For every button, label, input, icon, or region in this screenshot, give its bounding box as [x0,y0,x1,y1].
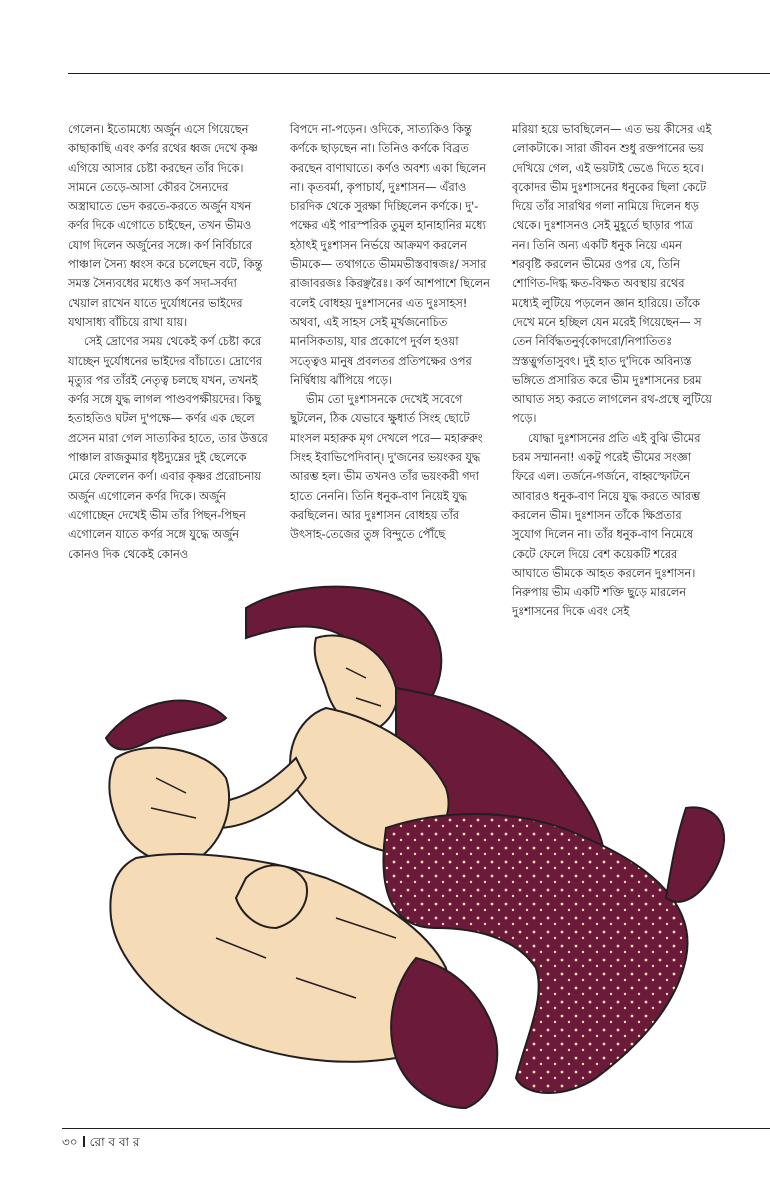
hair-shape [106,701,226,750]
paragraph: মরিয়া হয়ে ভাবছিলেন— এত ভয় কীসের এই লোকটাকে। সারা জীবন শুধু রক্তপানের ভয় দেখিয়ে গেল, এই ভয়টাই ভেঙে দিতে হবে। বৃকোদর ভীম দুঃশাসনের ধনুকের ছিলা কেটে দিয়ে তাঁর সারথির গলা নামিয়ে দিলেন ধড় থেকে। দুঃশাসনও সেই মুহূর্তে ছাড়ার পাত্র নন। তিনি অন্য একটি ধনুক নিয়ে এমন শরবৃষ্টি করলেন ভীমের ওপর যে, তিনি শোণিত-দিগ্ধ ক্ষত-বিক্ষত অবস্থায় রথের মধ্যেই লুটিয়ে পড়লেন জ্ঞান হারিয়ে। তাঁকে দেখে মনে হচ্ছিল যেন মরেই গিয়েছেন— স তেন নির্বিদ্ধতনুর্বৃকোদরো/নিপাতিতঃ স্রস্তত্নুর্গতাসুবৎ। দুই হাত দু'দিকে অবিন্যস্ত ভঙ্গিতে প্রসারিত করে ভীম দুঃশাসনের চরম আঘাত সহ্য করতে লাগলেন রথ-প্রস্থে লুটিয়ে পড়ে। [512,122,712,426]
paragraph: সেই দ্রোণের সময় থেকেই কর্ণ চেষ্টা করে যাচ্ছেন দুর্যোধনের ভাইদের বাঁচাতে। দ্রোণের মৃত্যুর পর তাঁরই নেতৃত্ব চলছে যখন, তখনই কর্ণর সঙ্গে যুদ্ধ লাগল পাণ্ডবপক্ষীয়দের। কিছু হতাহতিও ঘটল দু'পক্ষে— কর্ণর এক ছেলে প্রসেন মারা গেল সাত্যকির হাতে, তার উত্তরে পাঞ্চাল রাজকুমার ধৃষ্টদ্যুম্নের দুই ছেলেকে মেরে ফেললেন কর্ণ। এবার কৃষ্ণর প্ররোচনায় অর্জুন এগোলেন কর্ণর দিকে। অর্জুন এগোচ্ছেন দেখেই ভীম তাঁর পিছন-পিছন এগোলেন যাতে কর্ণর সঙ্গে যুদ্ধে অর্জুন কোনও দিক থেকেই কোনও [68,334,268,561]
legs-shape [391,958,497,1108]
text-column-3 [512,120,712,622]
top-rule [68,73,770,74]
page-footer [62,1134,139,1154]
paragraph: বিপদে না-পড়েন। ওদিকে, সাত্যকিও কিন্তু কর্ণকে ছাড়ছেন না। তিনিও কর্ণকে বিব্রত করছেন বাণাঘাতে। কর্ণও অবশ্য একা ছিলেন না। কৃতবর্মা, কৃপাচার্য, দুঃশাসন— এঁরাও চারদিক থেকে সুরক্ষা দিচ্ছিলেন কর্ণকে। দু'-পক্ষের এই পারস্পরিক তুমুল হানাহানির মধ্যে হঠাৎই দুঃশাসন নির্ভয়ে আক্রমণ করলেন ভীমকে— তথাগতে ভীমমভীস্তবান্বজঃ/ সসার রাজাবরজঃ কিরঞ্ছরৈঃ। কর্ণ আশপাশে ছিলেন বলেই বোধহয় দুঃশাসনের এত দুঃসাহস! অথবা, এই সাহস সেই মূর্খজনোচিত মানসিকতায়, যার প্রকোপে দুর্বল হওয়া সত্ত্বেও মানুষ প্রবলতর প্রতিপক্ষের ওপর নির্দ্বিধায় ঝাঁপিয়ে পড়ে। [290,122,490,387]
publication-name: রো ব বা র [89,1135,140,1149]
paragraph: যোদ্ধা দুঃশাসনের প্রতি এই বুঝি ভীমের চরম সম্মাননা! একটু পরেই ভীমের সংজ্ঞা ফিরে এল। তর্জনে-গর্জনে, বাহ্বস্ফোটনে আবারও ধনুক-বাণ নিয়ে যুদ্ধ করতে আরম্ভ করলেন ভীম। দুঃশাসন তাঁকে ক্ষিপ্রতার সুযোগ দিলেন না। তাঁর ধনুক-বাণ নিমেষে কেটে ফেলে দিয়ে বেশ কয়েকটি শরের আঘাতে ভীমকে আহত করলেন দুঃশাসন। নিরুপায় ভীম একটি শক্তি ছুড়ে মারলেন দুঃশাসনের দিকে এবং সেই [512,430,701,619]
face-shape [109,748,229,864]
bottom-rule [62,1128,770,1129]
foot-shape [666,807,724,901]
text-column-1 [68,120,268,564]
text-column-2 [290,120,490,545]
separator-bar [83,1136,85,1147]
paragraph: ভীম তো দুঃশাসনকে দেখেই সবেগে ছুটলেন, ঠিক যেভাবে ক্ষুধার্ত সিংহ ছোটে মাংসল মহারুক মৃগ দেখলে পরে— মহারুরুং সিংহ ইবাভিপেদিবান্। দু'জনের ভয়ংকর যুদ্ধ আরম্ভ হল। ভীম তখনও তাঁর ভয়ংকরী গদা হাতে নেননি। তিনি ধনুক-বাণ নিয়েই যুদ্ধ করছিলেন। আর দুঃশাসন বোধহয় তাঁর উৎসাহ-তেজের তুঙ্গ বিন্দুতে পৌঁছে [290,392,483,542]
illustration-bhima-dushasana [96,578,736,1118]
page-number: ৩০ [62,1135,78,1149]
paragraph: গেলেন। ইতোমধ্যে অর্জুন এসে গিয়েছেন কাছাকাছি এবং কর্ণর রথের ধ্বজ দেখে কৃষ্ণ এগিয়ে আসার চেষ্টা করছেন তাঁর দিকে। সামনে তেড়ে-আসা কৌরব সৈন্যদের অস্ত্রাঘাতে ভেদ করতে-করতে অর্জুন যখন কর্ণর দিকে এগোতে চাইছেন, তখন ভীমও যোগ দিলেন অর্জুনের সঙ্গে। কর্ণ নির্বিচারে পাঞ্চাল সৈন্য ধ্বংস করে চলেছেন বটে, কিন্তু সমস্ত সৈন্যবধের মধ্যেও কর্ণ সদা-সর্বদা খেয়াল রাখেন যাতে দুর্যোধনের ভাইদের যথাসাধ্য বাঁচিয়ে রাখা যায়। [68,122,263,329]
